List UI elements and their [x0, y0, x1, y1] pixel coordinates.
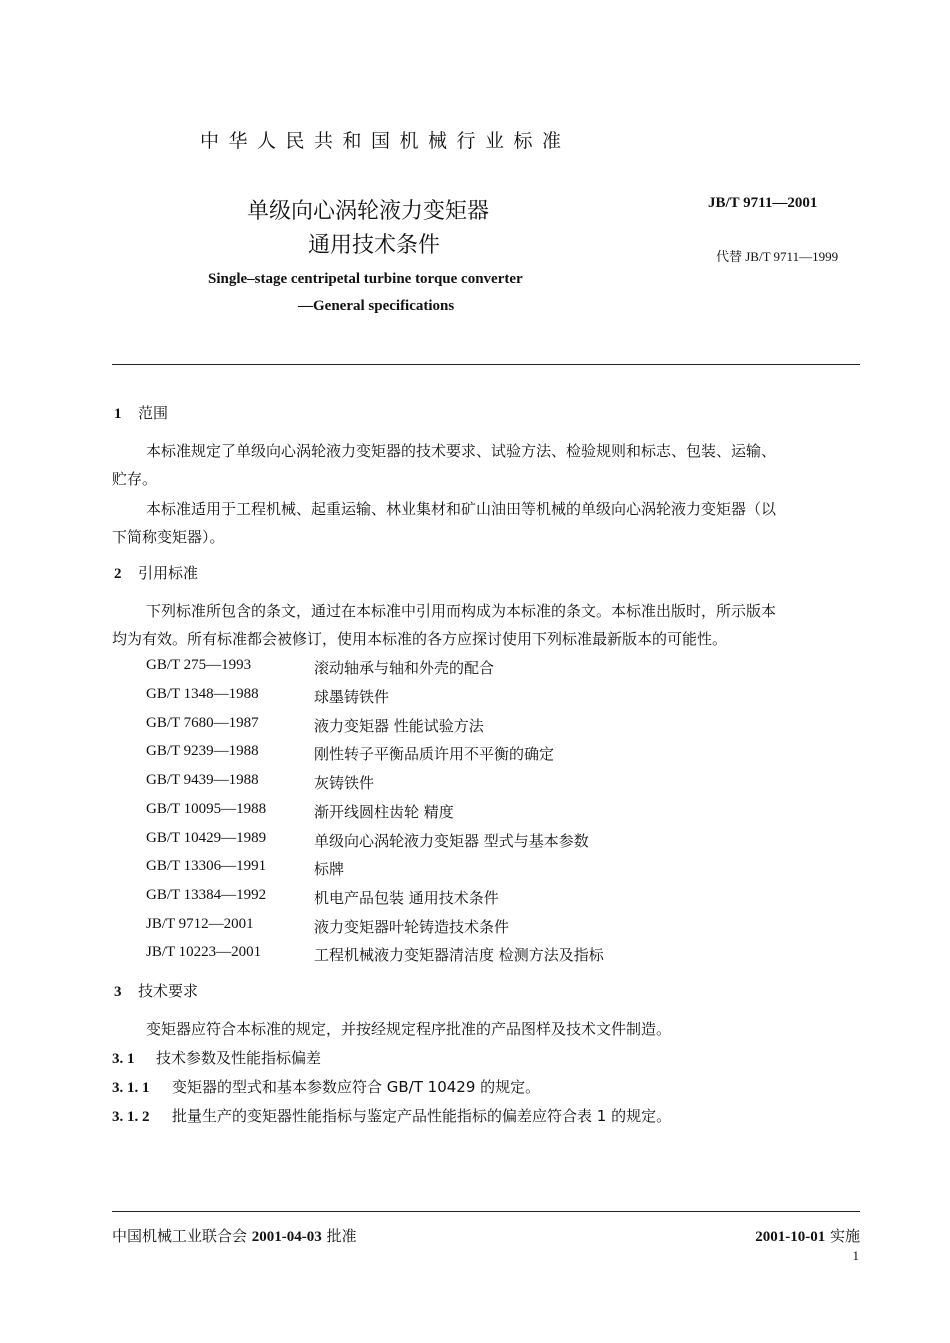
section-1-title: 范围	[138, 404, 169, 422]
footer-divider	[112, 1211, 860, 1212]
reference-code: GB/T 10095—1988	[146, 801, 267, 817]
reference-title: 渐开线圆柱齿轮 精度	[314, 803, 454, 821]
section-1-para1-line1: 本标准规定了单级向心涡轮液力变矩器的技术要求、试验方法、检验规则和标志、包装、运输、	[146, 442, 777, 460]
section-1-para2-line2: 下简称变矩器）。	[112, 528, 225, 546]
section-3-1-2	[112, 1105, 671, 1126]
section-3-1-1-text: 变矩器的型式和基本参数应符合 GB/T 10429 的规定。	[172, 1078, 541, 1096]
title-cn-line1: 单级向心涡轮液力变矩器	[247, 199, 490, 224]
reference-title: 滚动轴承与轴和外壳的配合	[314, 659, 495, 677]
reference-code: GB/T 1348—1988	[146, 686, 259, 702]
section-3-para1: 变矩器应符合本标准的规定，并按经规定程序批准的产品图样及技术文件制造。	[146, 1020, 672, 1038]
reference-code: GB/T 13384—1992	[146, 887, 267, 903]
replaces-code: 代替 JB/T 9711—1999	[716, 249, 839, 264]
section-1-para2-line1: 本标准适用于工程机械、起重运输、林业集材和矿山油田等机械的单级向心涡轮液力变矩器（以	[146, 500, 777, 518]
implementation-line	[755, 1225, 860, 1246]
section-3-1-2-number: 3. 1. 2	[112, 1109, 150, 1125]
implementation-date: 2001-10-01	[755, 1229, 826, 1245]
section-3-heading	[114, 980, 198, 1001]
reference-code: GB/T 275—1993	[146, 657, 252, 673]
section-3-1-number: 3. 1	[112, 1051, 135, 1067]
header-divider	[112, 364, 860, 365]
reference-title: 灰铸铁件	[314, 774, 375, 792]
section-1-number: 1	[114, 406, 122, 422]
reference-title: 标牌	[314, 860, 345, 878]
section-3-1-1	[112, 1076, 540, 1097]
reference-code: GB/T 9439—1988	[146, 772, 259, 788]
section-1-para1-line2: 贮存。	[112, 470, 158, 488]
reference-code: JB/T 10223—2001	[146, 944, 262, 960]
reference-title: 液力变矩器 性能试验方法	[314, 717, 484, 735]
section-3-number: 3	[114, 984, 122, 1000]
section-3-1-title: 技术参数及性能指标偏差	[156, 1049, 322, 1067]
implementation-label: 实施	[829, 1227, 860, 1245]
section-2-heading	[114, 562, 198, 583]
title-en-line2: —General specifications	[298, 298, 455, 314]
section-2-para1-line1: 下列标准所包含的条文，通过在本标准中引用而构成为本标准的条文。本标准出版时，所示版本	[146, 602, 777, 620]
reference-title: 单级向心涡轮液力变矩器 型式与基本参数	[314, 832, 589, 850]
section-3-1-heading	[112, 1047, 321, 1068]
reference-title: 机电产品包装 通用技术条件	[314, 889, 499, 907]
reference-title: 球墨铸铁件	[314, 688, 390, 706]
approval-date: 2001-04-03	[251, 1229, 322, 1245]
section-2-title: 引用标准	[138, 564, 199, 582]
approver-name: 中国机械工业联合会	[112, 1227, 248, 1245]
section-3-1-2-text: 批量生产的变矩器性能指标与鉴定产品性能指标的偏差应符合表 1 的规定。	[172, 1107, 672, 1125]
section-2-para1-line2: 均为有效。所有标准都会被修订，使用本标准的各方应探讨使用下列标准最新版本的可能性。	[112, 630, 728, 648]
reference-title: 刚性转子平衡品质许用不平衡的确定	[314, 745, 555, 763]
section-3-1-1-number: 3. 1. 1	[112, 1080, 150, 1096]
approval-label: 批准	[326, 1227, 357, 1245]
standard-category: 中华人民共和国机械行业标准	[200, 130, 571, 152]
reference-code: GB/T 10429—1989	[146, 830, 267, 846]
title-cn-line2: 通用技术条件	[308, 233, 441, 258]
standard-code: JB/T 9711—2001	[708, 195, 818, 211]
section-3-title: 技术要求	[138, 982, 199, 1000]
reference-code: GB/T 13306—1991	[146, 858, 267, 874]
page-number: 1	[852, 1248, 859, 1263]
section-1-heading	[114, 402, 168, 423]
approval-line	[112, 1225, 357, 1246]
reference-code: JB/T 9712—2001	[146, 916, 254, 932]
reference-title: 液力变矩器叶轮铸造技术条件	[314, 918, 510, 936]
section-2-number: 2	[114, 566, 122, 582]
reference-code: GB/T 9239—1988	[146, 743, 259, 759]
reference-code: GB/T 7680—1987	[146, 715, 259, 731]
reference-title: 工程机械液力变矩器清洁度 检测方法及指标	[314, 946, 604, 964]
title-en-line1: Single–stage centripetal turbine torque converter	[208, 271, 523, 287]
